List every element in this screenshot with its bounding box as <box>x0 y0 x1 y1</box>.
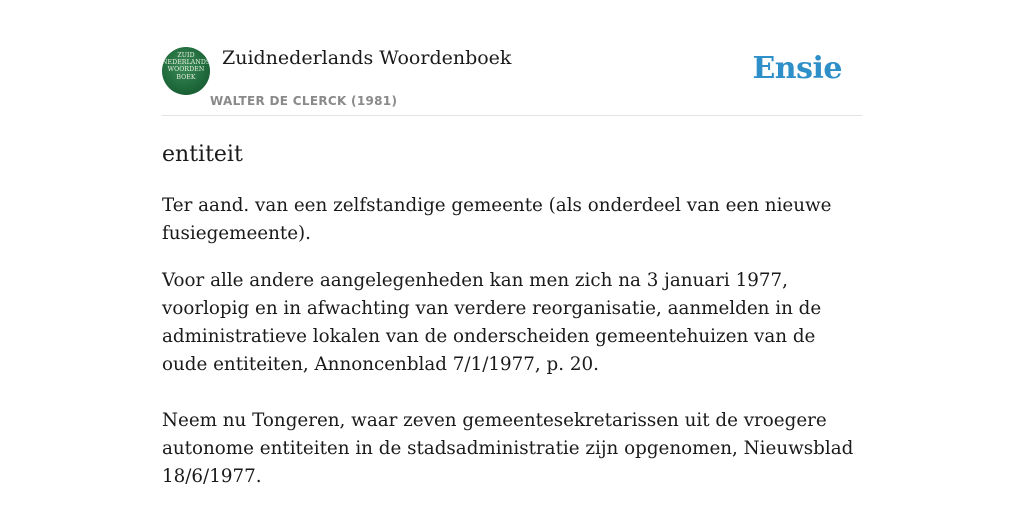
logo-line: BOEK <box>176 73 196 81</box>
dictionary-header <box>162 0 862 116</box>
logo-line: ZUID <box>177 52 195 59</box>
example-quote: Voor alle andere aangelegenheden kan men zich na 3 januari 1977, voorlopig en in afwachting van verdere reorganisatie, aanmelden in de administratieve lokalen van de onderscheiden gemeentehuizen van de oude entiteiten, Annoncenblad 7/1/1977, p. 20. <box>162 270 822 375</box>
page <box>162 0 862 487</box>
dictionary-author: WALTER DE CLERCK (1981) <box>210 94 398 108</box>
logo-line: WOORDEN <box>167 66 205 74</box>
dictionary-logo[interactable] <box>162 47 210 95</box>
ensie-logo[interactable]: Ensie <box>752 51 842 86</box>
headword: entiteit <box>162 142 243 167</box>
example-quote: Neem nu Tongeren, waar zeven gemeentesekretarissen uit de vroegere autonome entiteiten in de stadsadministratie zijn opgenomen, Nieuwsblad 18/6/1977. <box>162 410 854 487</box>
dictionary-title[interactable]: Zuidnederlands Woordenboek <box>222 47 512 69</box>
logo-lettering <box>162 52 210 81</box>
definition: Ter aand. van een zelfstandige gemeente (als onderdeel van een nieuwe fusiegemeente). <box>162 195 832 244</box>
logo-line: NEDERLANDS <box>162 59 210 67</box>
